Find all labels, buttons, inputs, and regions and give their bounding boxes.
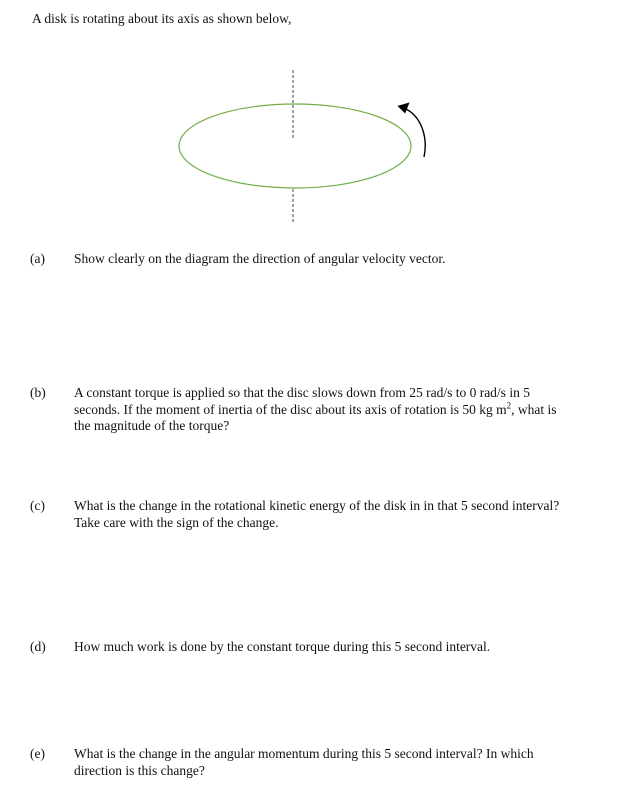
- question-e: [30, 746, 572, 779]
- question-c-text: What is the change in the rotational kinetic energy of the disk in in that 5 second interval? Take care with the sign of the change.: [74, 498, 560, 530]
- question-e-text: What is the change in the angular momentum during this 5 second interval? In which direction is this change?: [74, 746, 534, 778]
- question-d-text: How much work is done by the constant torque during this 5 second interval.: [74, 639, 491, 654]
- question-a-text: Show clearly on the diagram the direction of angular velocity vector.: [74, 251, 446, 266]
- rotation-arrow-head-icon: [398, 103, 409, 113]
- question-e-label: (e): [30, 746, 45, 761]
- question-a: [30, 251, 572, 268]
- question-b-superscript: 2: [506, 400, 512, 410]
- question-d: [30, 639, 572, 656]
- question-b-text-end: , what is the magnitude of the torque?: [74, 401, 557, 433]
- question-c: [30, 498, 572, 531]
- rotation-direction-arrow: [404, 108, 425, 157]
- disk-ellipse: [179, 104, 411, 188]
- question-a-label: (a): [30, 251, 45, 266]
- rotating-disk-diagram: [0, 0, 624, 240]
- question-b-text: A constant torque is applied so that the disc slows down from 25 rad/s to 0 rad/s in 5 seconds. If the moment of inertia of the disc about its axis of rotation is 50 kg m: [74, 385, 530, 417]
- question-b: [30, 385, 572, 435]
- question-d-label: (d): [30, 639, 46, 654]
- intro-text: A disk is rotating about its axis as shown below,: [32, 11, 292, 26]
- question-b-label: (b): [30, 385, 46, 400]
- question-c-label: (c): [30, 498, 45, 513]
